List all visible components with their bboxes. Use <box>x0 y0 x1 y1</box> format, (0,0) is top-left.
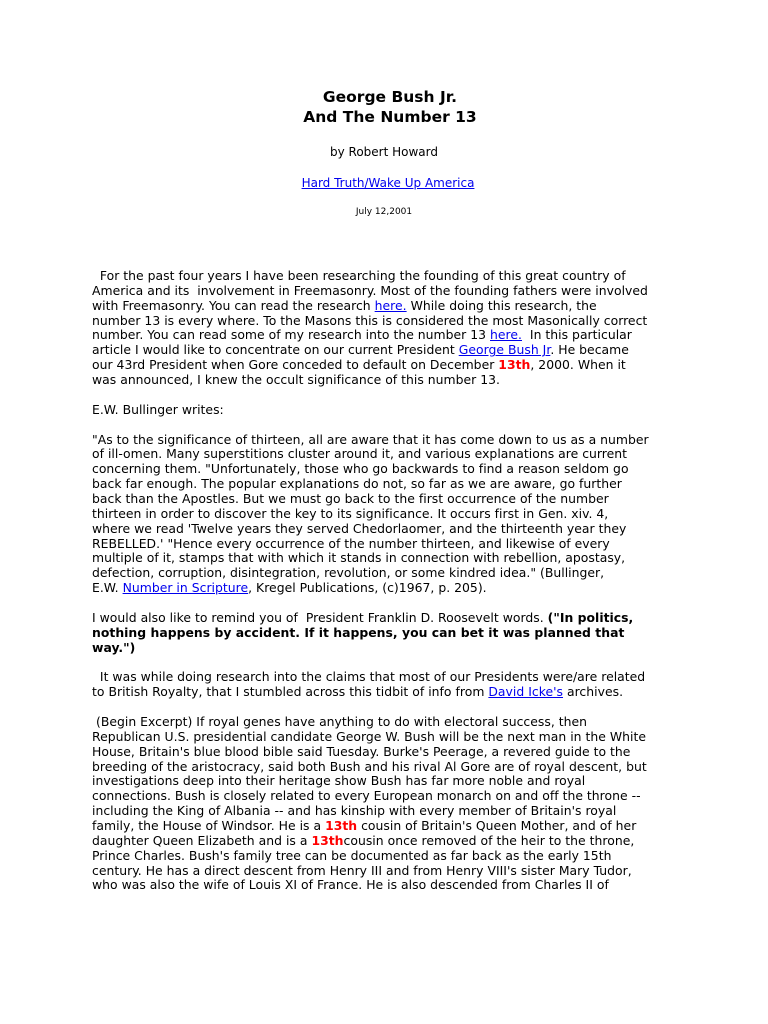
text-segment: family, the House of Windsor. He is a <box>92 818 326 833</box>
paragraph-intro <box>92 269 682 388</box>
text-segment: cousin once removed of the heir to the throne, <box>343 832 635 848</box>
title-line-1: George Bush Jr. <box>322 88 458 106</box>
text-segment: , 2000. When it <box>530 357 626 373</box>
text-segment: I would also like to remind you of President Franklin D. Roosevelt words. <box>92 609 548 625</box>
paragraph-roosevelt <box>92 611 682 656</box>
text-line <box>92 328 682 343</box>
text-line: "As to the significance of thirteen, all are aware that it has come down to us as a number <box>92 431 649 447</box>
text-line: concerning them. "Unfortunately, those who go backwards to find a reason seldom go <box>92 461 629 477</box>
research-here-link[interactable]: here. <box>374 297 407 313</box>
text-line: was announced, I knew the occult significance of this number 13. <box>92 371 500 387</box>
text-line: back than the Apostles. But we must go back to the first occurrence of the number <box>92 490 609 506</box>
text-line <box>92 685 682 700</box>
text-line: multiple of it, stamps that with which it stands in connection with rebellion, apostasy, <box>92 550 626 566</box>
text-line: connections. Bush is closely related to every European monarch on and off the throne -- <box>92 788 641 804</box>
site-link-row <box>0 175 768 191</box>
george-bush-jr-link[interactable]: George Bush Jr <box>458 342 551 358</box>
text-line: America and its involvement in Freemasonry. Most of the founding fathers were involved <box>92 282 648 298</box>
text-segment: archives. <box>563 684 624 700</box>
text-line: including the King of Albania -- and has kinship with every member of Britain's royal <box>92 803 617 819</box>
text-segment: . He became <box>550 342 629 358</box>
paragraph-bullinger-quote <box>92 433 682 596</box>
david-icke-link[interactable]: David Icke's <box>488 684 564 700</box>
text-line: breeding of the aristocracy, said both Bush and his rival Al Gore are of royal descent, but <box>92 758 647 774</box>
text-line <box>92 819 682 834</box>
text-line: century. He has a direct descent from Henry III and from Henry VIII's sister Mary Tudor, <box>92 862 632 878</box>
paragraph-bullinger-intro <box>92 403 682 418</box>
page-title <box>0 87 768 127</box>
article-body <box>92 269 682 908</box>
text-segment: number. You can read some of my research into the number 13 <box>92 327 491 343</box>
paragraph-excerpt <box>92 715 682 893</box>
text-line: (Begin Excerpt) If royal genes have anything to do with electoral success, then <box>92 714 588 730</box>
text-line: of ill-omen. Many superstitions cluster around it, and various explanations are current <box>92 446 628 462</box>
highlight-13th: 13th <box>311 832 344 848</box>
text-line <box>92 343 682 358</box>
text-line: Republican U.S. presidential candidate George W. Bush will be the next man in the White <box>92 728 646 744</box>
text-segment: article I would like to concentrate on our current President <box>92 342 459 358</box>
title-line-2: And The Number 13 <box>303 108 477 126</box>
text-line <box>92 834 682 849</box>
text-line: House, Britain's blue blood bible said Tuesday. Burke's Peerage, a revered guide to the <box>92 743 631 759</box>
text-segment: our 43rd President when Gore conceded to default on December <box>92 357 499 373</box>
text-line: where we read 'Twelve years they served Chedorlaomer, and the thirteenth year they <box>92 520 627 536</box>
text-line: E.W. Bullinger writes: <box>92 401 224 417</box>
text-line: number 13 is every where. To the Masons this is considered the most Masonically correct <box>92 312 648 328</box>
text-segment: with Freemasonry. You can read the research <box>92 297 375 313</box>
text-segment: E.W. <box>92 580 123 596</box>
text-line <box>92 611 682 626</box>
hard-truth-link[interactable]: Hard Truth/Wake Up America <box>301 176 475 190</box>
number-in-scripture-link[interactable]: Number in Scripture <box>122 580 249 596</box>
paragraph-royalty <box>92 670 682 700</box>
text-line <box>92 299 682 314</box>
text-line <box>92 358 682 373</box>
text-segment: cousin of Britain's Queen Mother, and of her <box>357 818 637 833</box>
bold-quote: nothing happens by accident. If it happens, you can bet it was planned that <box>92 624 625 640</box>
text-segment: to British Royalty, that I stumbled across this tidbit of info from <box>92 684 489 700</box>
highlight-13th: 13th <box>498 357 531 373</box>
text-line: defection, corruption, disintegration, revolution, or some kindred idea." (Bullinger, <box>92 565 605 581</box>
text-line <box>92 581 682 596</box>
text-segment: , Kregel Publications, (c)1967, p. 205). <box>248 580 487 596</box>
text-line: REBELLED.' "Hence every occurrence of the number thirteen, and likewise of every <box>92 535 610 551</box>
text-line: Prince Charles. Bush's family tree can be documented as far back as the early 15th <box>92 847 612 863</box>
text-line: back far enough. The popular explanations do not, so far as we are aware, go further <box>92 476 622 492</box>
publish-date: July 12,2001 <box>355 207 413 217</box>
text-line: who was also the wife of Louis XI of France. He is also descended from Charles II of <box>92 877 609 893</box>
text-line: For the past four years I have been researching the founding of this great country of <box>92 268 626 283</box>
text-line: thirteen in order to discover the key to its significance. It occurs first in Gen. xiv. 4, <box>92 505 609 521</box>
text-segment: daughter Queen Elizabeth and is a <box>92 832 312 848</box>
number-13-here-link[interactable]: here. <box>490 327 522 343</box>
text-line: investigations deep into their heritage show Bush has far more noble and royal <box>92 773 586 789</box>
text-segment: In this particular <box>521 327 632 343</box>
text-line: It was while doing research into the claims that most of our Presidents were/are related <box>92 669 646 685</box>
bold-quote: way.") <box>92 639 136 655</box>
byline: by Robert Howard <box>330 145 438 159</box>
text-segment: While doing this research, the <box>406 297 597 313</box>
highlight-13th: 13th <box>325 818 358 833</box>
bold-quote: ("In politics, <box>547 609 634 625</box>
